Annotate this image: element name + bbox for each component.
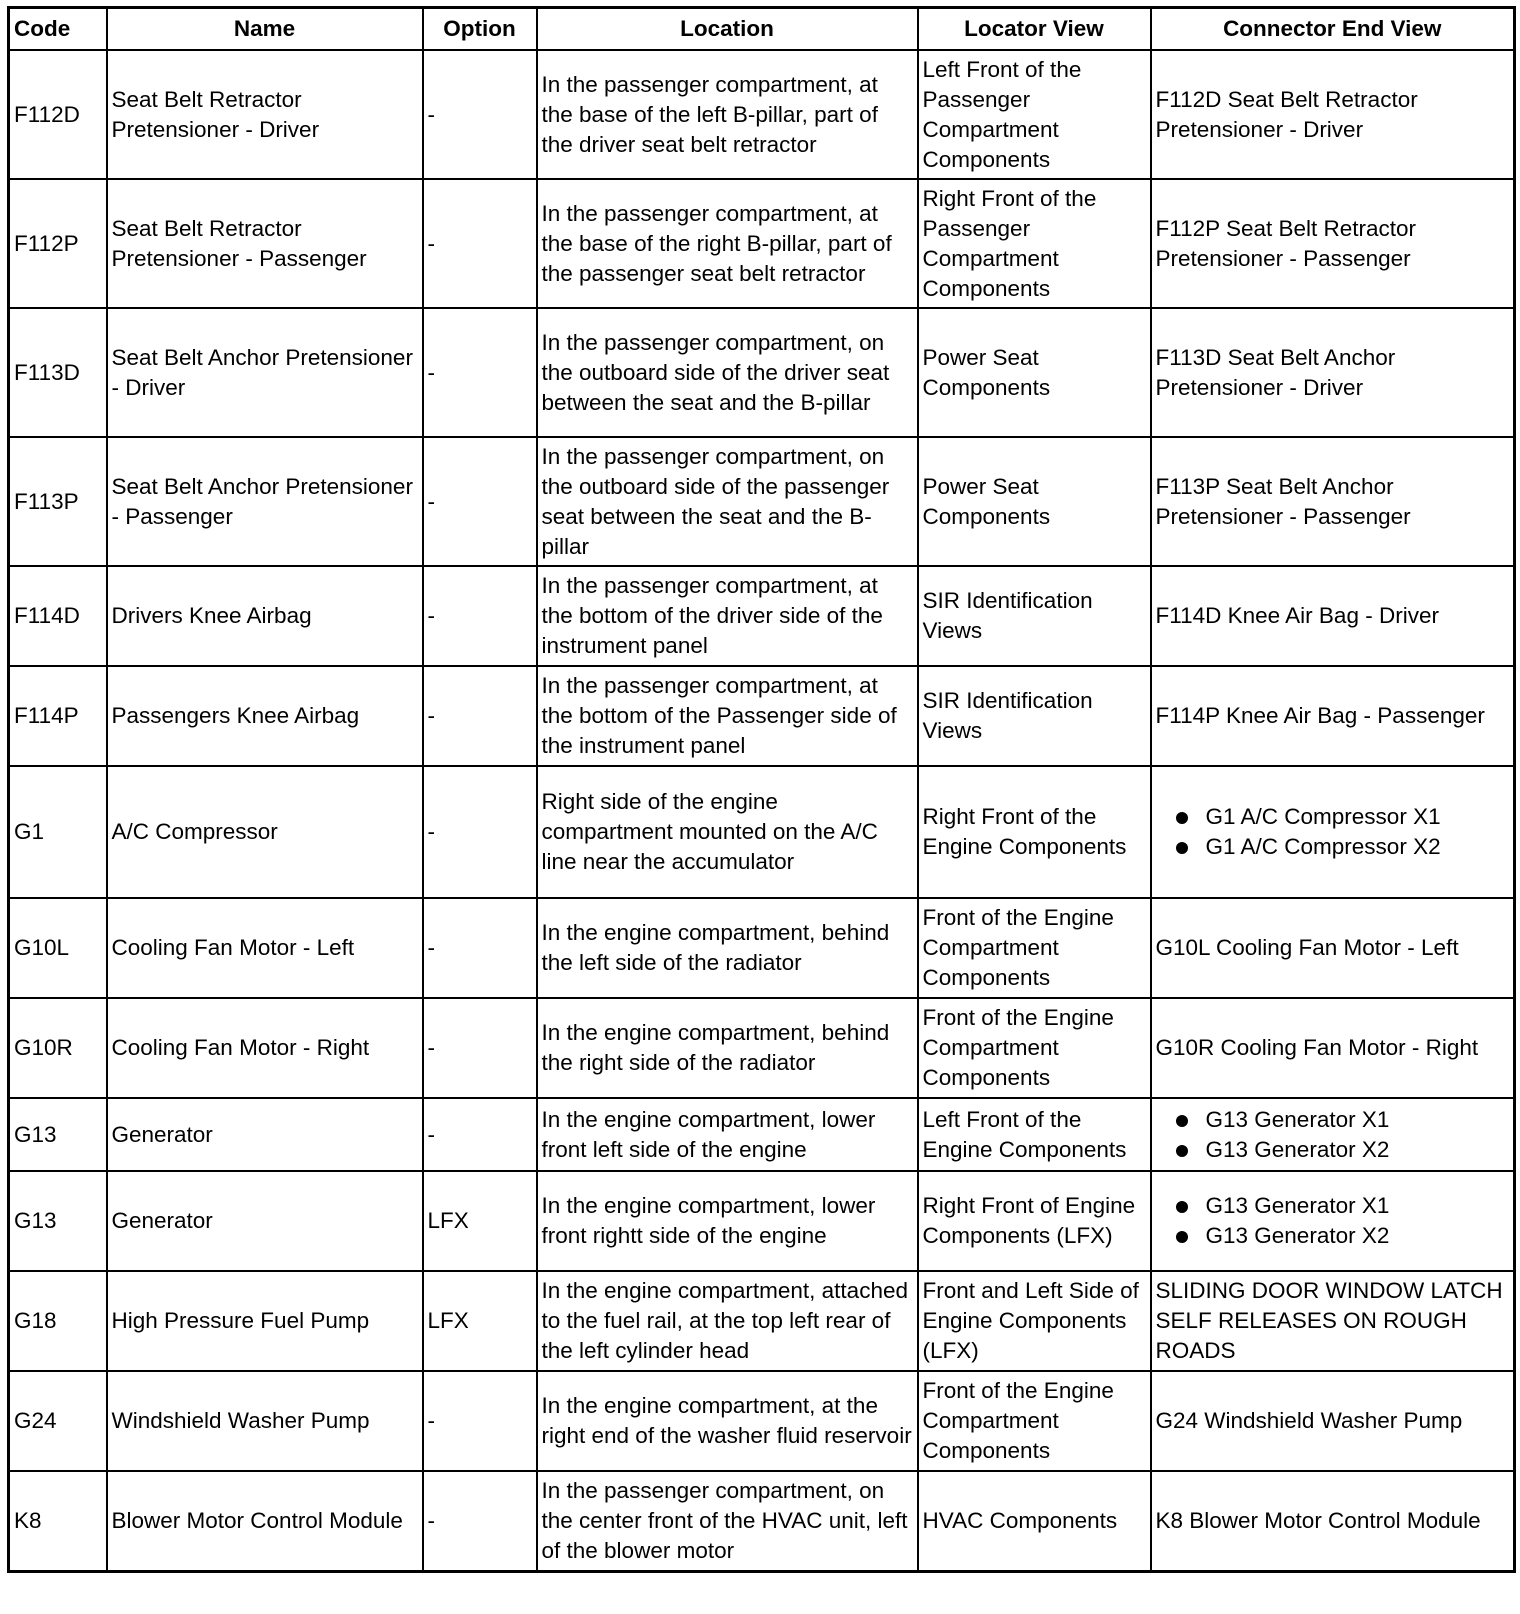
cell-connector-end-view	[1151, 1171, 1515, 1271]
cell-connector-end-view	[1151, 179, 1515, 308]
cell-connector-end-view	[1151, 308, 1515, 437]
header-name: Name	[107, 8, 423, 51]
connector-list-item: G13 Generator X1	[1176, 1105, 1510, 1135]
connector-text: F113D Seat Belt Anchor Pretensioner - Driver	[1155, 344, 1396, 400]
cell-option: -	[423, 998, 537, 1098]
cell-name: A/C Compressor	[107, 766, 423, 898]
cell-code: F114P	[9, 666, 107, 766]
cell-location: In the engine compartment, behind the right side of the radiator	[537, 998, 918, 1098]
cell-option: -	[423, 50, 537, 179]
connector-text: F114D Knee Air Bag - Driver	[1155, 603, 1439, 628]
table-row	[9, 898, 1515, 998]
table-row	[9, 50, 1515, 179]
cell-name: Generator	[107, 1098, 423, 1171]
header-locator-view: Locator View	[918, 8, 1151, 51]
table-row	[9, 1371, 1515, 1471]
connector-text: G10R Cooling Fan Motor - Right	[1155, 1035, 1479, 1060]
cell-locator-view: Front of the Engine Compartment Components	[918, 898, 1151, 998]
cell-option: -	[423, 1371, 537, 1471]
table-row	[9, 1098, 1515, 1171]
cell-locator-view: Right Front of Engine Components (LFX)	[918, 1171, 1151, 1271]
table-row	[9, 179, 1515, 308]
cell-connector-end-view	[1151, 437, 1515, 566]
cell-locator-view: Front and Left Side of Engine Components (LFX)	[918, 1271, 1151, 1371]
cell-location: In the passenger compartment, on the center front of the HVAC unit, left of the blower motor	[537, 1471, 918, 1571]
cell-code: K8	[9, 1471, 107, 1571]
cell-locator-view: SIR Identification Views	[918, 566, 1151, 666]
cell-name: Windshield Washer Pump	[107, 1371, 423, 1471]
cell-code: G13	[9, 1098, 107, 1171]
cell-option: -	[423, 308, 537, 437]
table-row	[9, 308, 1515, 437]
connector-text: F114P Knee Air Bag - Passenger	[1155, 703, 1485, 728]
header-code: Code	[9, 8, 107, 51]
connector-list	[1156, 1105, 1510, 1165]
cell-locator-view: Power Seat Components	[918, 437, 1151, 566]
cell-code: G18	[9, 1271, 107, 1371]
connector-list-item: G13 Generator X1	[1176, 1191, 1510, 1221]
table-row	[9, 766, 1515, 898]
table-row	[9, 1271, 1515, 1371]
cell-name: High Pressure Fuel Pump	[107, 1271, 423, 1371]
header-row	[9, 8, 1515, 51]
cell-code: G24	[9, 1371, 107, 1471]
cell-code: F112P	[9, 179, 107, 308]
cell-location: Right side of the engine compartment mounted on the A/C line near the accumulator	[537, 766, 918, 898]
cell-option: -	[423, 766, 537, 898]
table-body	[9, 50, 1515, 1571]
table-row	[9, 998, 1515, 1098]
cell-option: -	[423, 1471, 537, 1571]
connector-text: F113P Seat Belt Anchor Pretensioner - Passenger	[1155, 473, 1411, 529]
cell-code: G13	[9, 1171, 107, 1271]
connector-list	[1156, 802, 1510, 862]
cell-name: Cooling Fan Motor - Right	[107, 998, 423, 1098]
cell-connector-end-view	[1151, 1271, 1515, 1371]
connector-text: F112D Seat Belt Retractor Pretensioner - Driver	[1155, 86, 1418, 142]
cell-name: Blower Motor Control Module	[107, 1471, 423, 1571]
cell-code: F113D	[9, 308, 107, 437]
table-row	[9, 666, 1515, 766]
cell-option: LFX	[423, 1271, 537, 1371]
cell-connector-end-view	[1151, 666, 1515, 766]
cell-code: G1	[9, 766, 107, 898]
cell-name: Cooling Fan Motor - Left	[107, 898, 423, 998]
cell-name: Seat Belt Retractor Pretensioner - Driver	[107, 50, 423, 179]
cell-connector-end-view	[1151, 1471, 1515, 1571]
connector-list-item: G1 A/C Compressor X2	[1176, 832, 1510, 862]
cell-location: In the passenger compartment, at the bottom of the Passenger side of the instrument panel	[537, 666, 918, 766]
connector-text: F112P Seat Belt Retractor Pretensioner - Passenger	[1155, 215, 1417, 271]
cell-location: In the engine compartment, at the right end of the washer fluid reservoir	[537, 1371, 918, 1471]
cell-location: In the engine compartment, lower front rightt side of the engine	[537, 1171, 918, 1271]
cell-locator-view: Front of the Engine Compartment Components	[918, 1371, 1151, 1471]
cell-locator-view: Left Front of the Engine Components	[918, 1098, 1151, 1171]
cell-option: -	[423, 437, 537, 566]
cell-name: Drivers Knee Airbag	[107, 566, 423, 666]
cell-option: -	[423, 566, 537, 666]
header-location: Location	[537, 8, 918, 51]
cell-location: In the passenger compartment, at the base of the left B-pillar, part of the driver seat belt retractor	[537, 50, 918, 179]
cell-option: -	[423, 179, 537, 308]
cell-locator-view: Power Seat Components	[918, 308, 1151, 437]
cell-option: -	[423, 898, 537, 998]
cell-location: In the passenger compartment, at the bottom of the driver side of the instrument panel	[537, 566, 918, 666]
connector-list	[1156, 1191, 1510, 1251]
cell-connector-end-view	[1151, 1371, 1515, 1471]
cell-code: G10L	[9, 898, 107, 998]
connector-text: K8 Blower Motor Control Module	[1155, 1507, 1481, 1533]
cell-option: -	[423, 1098, 537, 1171]
table-row	[9, 437, 1515, 566]
cell-code: F114D	[9, 566, 107, 666]
cell-connector-end-view	[1151, 998, 1515, 1098]
cell-name: Seat Belt Anchor Pretensioner - Driver	[107, 308, 423, 437]
cell-locator-view: SIR Identification Views	[918, 666, 1151, 766]
header-option: Option	[423, 8, 537, 51]
cell-location: In the engine compartment, lower front left side of the engine	[537, 1098, 918, 1171]
cell-locator-view: HVAC Components	[918, 1471, 1151, 1571]
cell-connector-end-view	[1151, 50, 1515, 179]
cell-name: Generator	[107, 1171, 423, 1271]
cell-locator-view: Left Front of the Passenger Compartment Components	[918, 50, 1151, 179]
connector-list-item: G13 Generator X2	[1176, 1221, 1510, 1251]
cell-locator-view: Front of the Engine Compartment Components	[918, 998, 1151, 1098]
cell-option: LFX	[423, 1171, 537, 1271]
cell-location: In the engine compartment, attached to the fuel rail, at the top left rear of the left cylinder head	[537, 1271, 918, 1371]
header-connector-end-view: Connector End View	[1151, 8, 1515, 51]
cell-locator-view: Right Front of the Engine Components	[918, 766, 1151, 898]
cell-code: G10R	[9, 998, 107, 1098]
connector-text: SLIDING DOOR WINDOW LATCH SELF RELEASES ON ROUGH ROADS	[1155, 1278, 1503, 1363]
cell-connector-end-view	[1151, 1098, 1515, 1171]
cell-locator-view: Right Front of the Passenger Compartment Components	[918, 179, 1151, 308]
cell-location: In the passenger compartment, on the outboard side of the passenger seat between the seat and the B-pillar	[537, 437, 918, 566]
cell-option: -	[423, 666, 537, 766]
connector-list-item: G1 A/C Compressor X1	[1176, 802, 1510, 832]
table-row	[9, 1471, 1515, 1571]
component-locator-table	[7, 6, 1516, 1573]
table-row	[9, 1171, 1515, 1271]
cell-name: Passengers Knee Airbag	[107, 666, 423, 766]
connector-text: G10L Cooling Fan Motor - Left	[1155, 935, 1459, 960]
cell-location: In the passenger compartment, on the outboard side of the driver seat between the seat and the B-pillar	[537, 308, 918, 437]
cell-connector-end-view	[1151, 898, 1515, 998]
connector-text: G24 Windshield Washer Pump	[1155, 1408, 1463, 1433]
connector-list-item: G13 Generator X2	[1176, 1135, 1510, 1165]
cell-location: In the passenger compartment, at the base of the right B-pillar, part of the passenger seat belt retractor	[537, 179, 918, 308]
cell-name: Seat Belt Retractor Pretensioner - Passenger	[107, 179, 423, 308]
cell-connector-end-view	[1151, 566, 1515, 666]
cell-code: F112D	[9, 50, 107, 179]
cell-name: Seat Belt Anchor Pretensioner - Passenger	[107, 437, 423, 566]
table-row	[9, 566, 1515, 666]
cell-code: F113P	[9, 437, 107, 566]
cell-location: In the engine compartment, behind the left side of the radiator	[537, 898, 918, 998]
cell-connector-end-view	[1151, 766, 1515, 898]
